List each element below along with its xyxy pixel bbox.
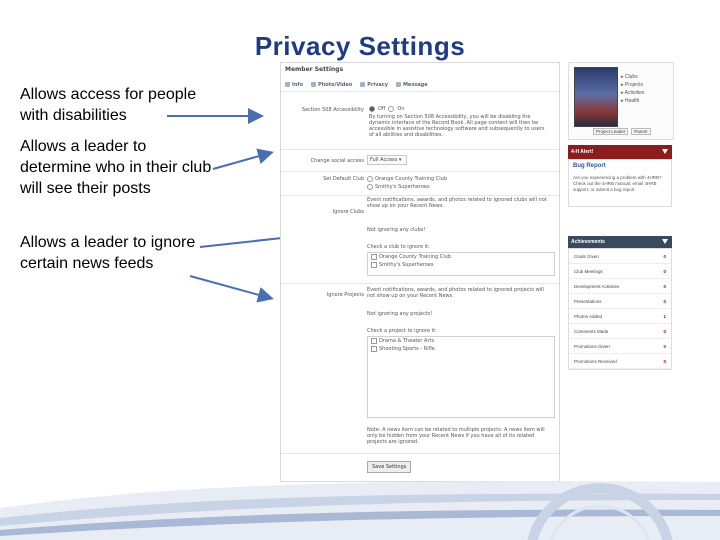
note-line: Allows access for people [20, 86, 197, 103]
checkbox[interactable] [371, 346, 377, 352]
settings-tabs [285, 80, 555, 89]
default-club-options [367, 175, 447, 191]
achievements-title: Achievements [571, 239, 605, 245]
social-access-label: Change social access [310, 158, 364, 164]
achievement-label: Promotions Given [574, 343, 610, 349]
tab-label: Message [402, 81, 428, 88]
item-label: Smithy's Superheroes [379, 262, 434, 268]
note-line: will see their posts [20, 180, 151, 197]
note-line: Allows a leader to [20, 138, 147, 155]
divider [281, 195, 559, 196]
achievement-label: Photos Added [574, 313, 603, 319]
tab-info[interactable] [285, 82, 303, 88]
list-item [569, 279, 671, 294]
tab-photo-video[interactable] [311, 82, 352, 88]
ignore-clubs-label: Ignore Clubs [332, 209, 364, 215]
link-label: Projects [624, 82, 643, 88]
profile-link[interactable]: ▸ Clubs [621, 74, 638, 80]
save-settings-button[interactable]: Save Settings [367, 461, 411, 473]
checkbox[interactable] [371, 262, 377, 268]
list-item [569, 354, 671, 369]
list-item [569, 249, 671, 264]
achievement-value: 0 [663, 328, 666, 334]
divider [281, 149, 559, 150]
achievement-value: 0 [663, 358, 666, 364]
ignore-clubs-description: Event notifications, awards, and photos related to ignored clubs will not show up on your Recent News. [367, 197, 547, 209]
checkbox[interactable] [371, 338, 377, 344]
achievement-label: Goals Given [574, 253, 599, 259]
profile-link[interactable]: ▸ Activities [621, 90, 645, 96]
achievement-value: 0 [663, 283, 666, 289]
ignore-projects-note: Note: A news item can be related to multiple projects. A news item will only be hidden from your Recent News if you have all of its related projects are ignored. [367, 427, 545, 445]
radio-club[interactable] [367, 176, 373, 182]
arrow-social-access [213, 153, 270, 169]
lock-icon [360, 82, 365, 87]
radio-club[interactable] [367, 184, 373, 190]
achievement-label: Promotions Received [574, 358, 617, 364]
note-line: determine who in their club [20, 159, 212, 176]
parent-button[interactable]: Parent [631, 128, 650, 135]
chevron-down-icon [662, 149, 668, 154]
achievement-value: 0 [663, 298, 666, 304]
achievements-header[interactable] [568, 236, 672, 248]
item-label: Orange County Training Club [379, 254, 452, 260]
radio-off-label: Off [378, 106, 386, 112]
checkbox[interactable] [371, 254, 377, 260]
bug-report-title: Bug Report [573, 163, 606, 169]
chevron-down-icon [662, 239, 668, 244]
tab-label: Info [292, 81, 304, 88]
footer-decoration [0, 478, 720, 540]
list-item [569, 339, 671, 354]
achievements-list [568, 248, 672, 370]
tab-message[interactable] [396, 82, 428, 88]
divider [281, 453, 559, 454]
list-item [569, 324, 671, 339]
list-item [569, 264, 671, 279]
alert-header[interactable] [568, 145, 672, 159]
list-item[interactable] [368, 345, 554, 353]
info-icon [285, 82, 290, 87]
radio-on[interactable] [388, 106, 394, 112]
ignore-projects-status: Not ignoring any projects! [367, 311, 433, 317]
tab-label: Privacy [367, 81, 388, 88]
achievement-value: 0 [663, 343, 666, 349]
tab-label: Photo/Video [318, 81, 353, 88]
arrow-ignore-projects [190, 276, 270, 298]
default-club-label: Set Default Club [323, 176, 364, 182]
profile-buttons [593, 128, 651, 135]
link-label: Health [624, 98, 640, 104]
achievement-label: Comments Made [574, 328, 609, 334]
profile-link[interactable]: ▸ Projects [621, 82, 643, 88]
project-leader-button[interactable]: Project Leader [593, 128, 628, 135]
link-label: Activities [624, 90, 645, 96]
list-item[interactable] [368, 253, 554, 261]
social-access-select[interactable]: Full Access ▾ [367, 155, 407, 165]
note-line: Allows a leader to ignore [20, 234, 196, 251]
accessibility-label: Section 508 Accessibility [301, 107, 364, 113]
panel-title: Member Settings [285, 66, 344, 73]
option-label: Orange County Training Club [375, 176, 448, 182]
achievement-label: Presentations [574, 298, 602, 304]
ignore-projects-description: Event notifications, awards, and photos related to ignored projects will not show up on your Recent News. [367, 287, 544, 299]
ignore-clubs-status: Not ignoring any clubs! [367, 227, 426, 233]
mail-icon [396, 82, 401, 87]
list-item [569, 309, 671, 324]
ignore-clubs-list [367, 252, 555, 276]
radio-off[interactable] [369, 106, 375, 112]
list-item[interactable] [368, 261, 554, 269]
profile-link[interactable]: ▸ Health [621, 98, 640, 104]
member-settings-panel [280, 62, 560, 482]
ignore-projects-list [367, 336, 555, 418]
tab-privacy[interactable] [360, 82, 388, 88]
link-label: Clubs [624, 74, 638, 80]
right-sidebar [568, 62, 672, 378]
ignore-clubs-check-label: Check a club to ignore it: [367, 244, 430, 250]
photo-icon [311, 82, 316, 87]
alert-title: 4-H Alert! [571, 149, 594, 155]
achievement-value: 1 [663, 313, 666, 319]
select-value: Full Access [370, 157, 398, 163]
accessibility-description: By turning on Section 508 Accessibility, you will be disabling the dynamic interface of the Record Book. All page content will then be accessible in assistive technology software and subsequently to users of all abilities and disabilities. [369, 114, 545, 138]
bug-report-text: Are you experiencing a problem with 4HRB? Check out the 4HRB manual, email 4HRB support, or submit a bug report. [573, 175, 662, 192]
achievement-label: Development Activities [574, 283, 620, 289]
list-item [569, 294, 671, 309]
note-line: certain news feeds [20, 255, 154, 272]
radio-on-label: On [397, 106, 405, 112]
achievement-value: 0 [663, 253, 666, 259]
divider [281, 171, 559, 172]
slide-title: Privacy Settings [254, 31, 466, 61]
divider [281, 91, 559, 92]
ignore-projects-check-label: Check a project to ignore it: [367, 328, 437, 334]
profile-links [621, 73, 644, 105]
achievement-label: Club Meetings [574, 268, 603, 274]
profile-card [568, 62, 674, 140]
list-item[interactable] [368, 337, 554, 345]
option-label: Smithy's Superheroes [375, 184, 430, 190]
item-label: Drama & Theater Arts [379, 338, 435, 344]
ignore-projects-label: Ignore Projects [326, 292, 364, 298]
alert-body [568, 159, 672, 207]
divider [281, 283, 559, 284]
item-label: Shooting Sports - Rifle [379, 346, 435, 352]
note-line: with disabilities [20, 107, 127, 124]
achievement-value: 0 [663, 268, 666, 274]
avatar [574, 67, 618, 127]
accessibility-toggle [369, 106, 405, 112]
